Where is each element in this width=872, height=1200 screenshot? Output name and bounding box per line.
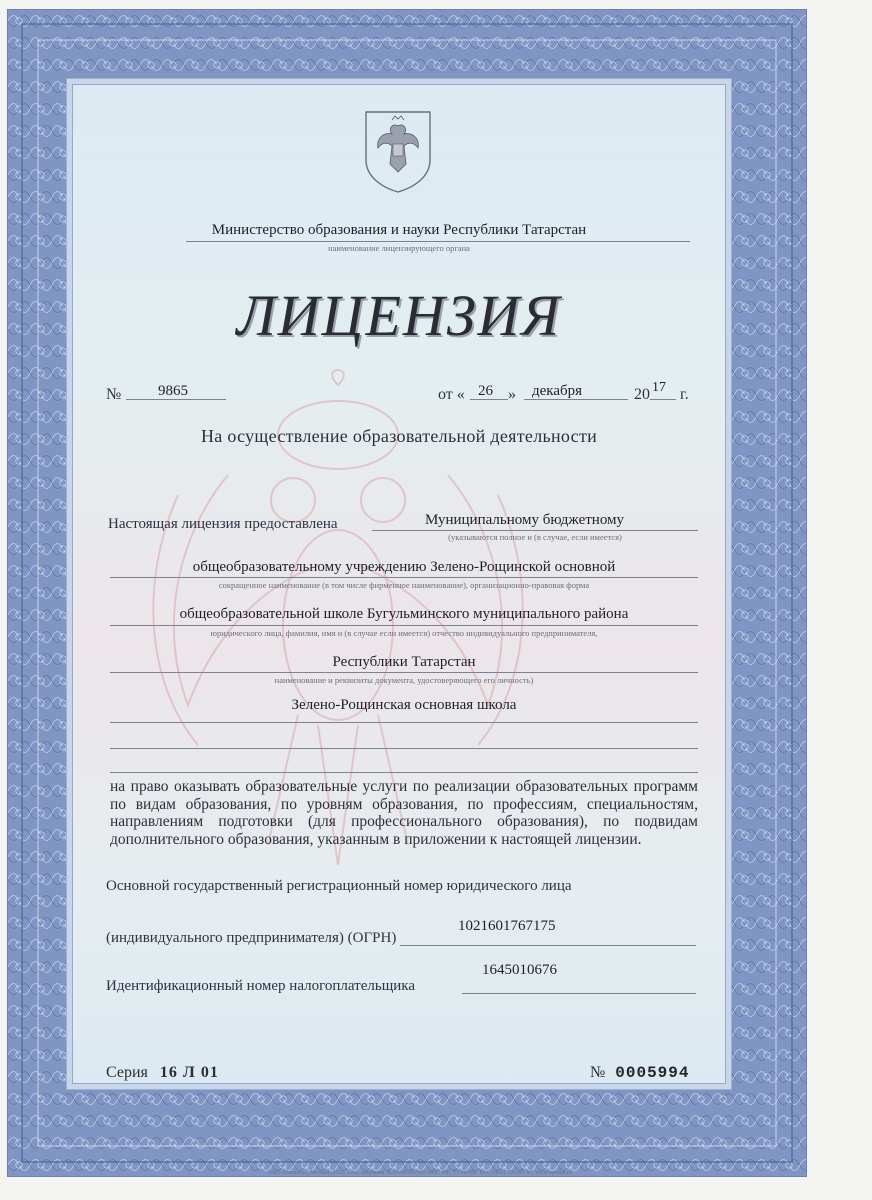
licensee-underline-4 (110, 672, 698, 673)
serial-number: 0005994 (615, 1064, 690, 1082)
date-year-prefix: 20 (634, 386, 650, 403)
licensee-line-4: Республики Татарстан (332, 654, 476, 670)
licensee-underline-5 (110, 722, 698, 723)
date-month: декабря (532, 383, 583, 399)
licensee-underline-6 (110, 748, 698, 749)
licensee-underline-1 (372, 530, 698, 531)
licensee-caption-3: юридического лица, фамилия, имя и (в случае если имеется) отчество индивидуального предпринимателя, (210, 628, 598, 638)
serial-label: № (590, 1064, 606, 1081)
granted-to-label: Настоящая лицензия предоставлена (108, 516, 338, 532)
licensee-caption-2: сокращенное наименование (в том числе фирменное наименование), организационно-правовая форма (218, 580, 590, 590)
licensee-line-3: общеобразовательной школе Бугульминского муниципального района (179, 606, 629, 622)
ogrn-label-line-2: (индивидуального предпринимателя) (ОГРН) (106, 930, 397, 946)
license-number: 9865 (158, 383, 188, 399)
coat-of-arms (362, 108, 434, 194)
date-day: 26 (478, 383, 493, 399)
serial-block (590, 1064, 689, 1082)
licensee-short-name: Зелено-Рощинская основная школа (291, 697, 517, 713)
number-label: № (106, 386, 122, 403)
series-label: Серия (106, 1064, 148, 1081)
ogrn-underline (400, 945, 696, 946)
licensee-underline-2 (110, 577, 698, 578)
date-suffix: г. (680, 386, 689, 403)
licensee-line-2: общеобразовательному учреждению Зелено-Рощинской основной (192, 559, 616, 575)
ogrn-value: 1021601767175 (458, 918, 556, 934)
series-value: 16 Л 01 (159, 1064, 219, 1081)
series-block (106, 1064, 219, 1082)
date-close-quote: » (508, 386, 516, 403)
printer-imprint: ЗАО «Опцион», Москва, 2015, «А», лицензия № 05-05-09/003 ФНС РФ, ТЗ №399. Тел.: (495) 726-47-42, www.opcion.ru (268, 1170, 572, 1176)
license-purpose: На осуществление образовательной деятельности (200, 426, 598, 446)
licensee-underline-7 (110, 772, 698, 773)
licensee-caption-1: (указываются полное и (в случае, если имеется) (448, 532, 622, 542)
licensee-line-1: Муниципальному бюджетному (425, 512, 625, 528)
number-underline (126, 399, 226, 400)
licensing-authority: Министерство образования и науки Республики Татарстан (211, 222, 587, 238)
license-rights-text: на право оказывать образовательные услуги по реализации образовательных программ по видам образования, по уровням образования, по профессиям, специальностям, направлениям подготовки (для профессионального образования), по подвидам дополнительного образования, указанным в приложении к настоящей лицензии. (110, 778, 698, 848)
licensee-underline-3 (110, 625, 698, 626)
month-underline (524, 399, 628, 400)
authority-caption: наименование лицензирующего органа (328, 243, 470, 253)
year-underline (650, 399, 676, 400)
ogrn-label-line-1: Основной государственный регистрационный номер юридического лица (106, 878, 572, 894)
day-underline (470, 399, 508, 400)
authority-underline (186, 241, 690, 242)
inn-label: Идентификационный номер налогоплательщика (106, 978, 416, 994)
document-title: ЛИЦЕНЗИЯ (236, 283, 562, 348)
date-prefix: от « (438, 386, 465, 403)
inn-underline (462, 993, 696, 994)
date-year-suffix: 17 (652, 380, 666, 395)
licensee-caption-4: наименование и реквизиты документа, удостоверяющего его личность) (274, 675, 534, 685)
inn-value: 1645010676 (482, 962, 557, 978)
